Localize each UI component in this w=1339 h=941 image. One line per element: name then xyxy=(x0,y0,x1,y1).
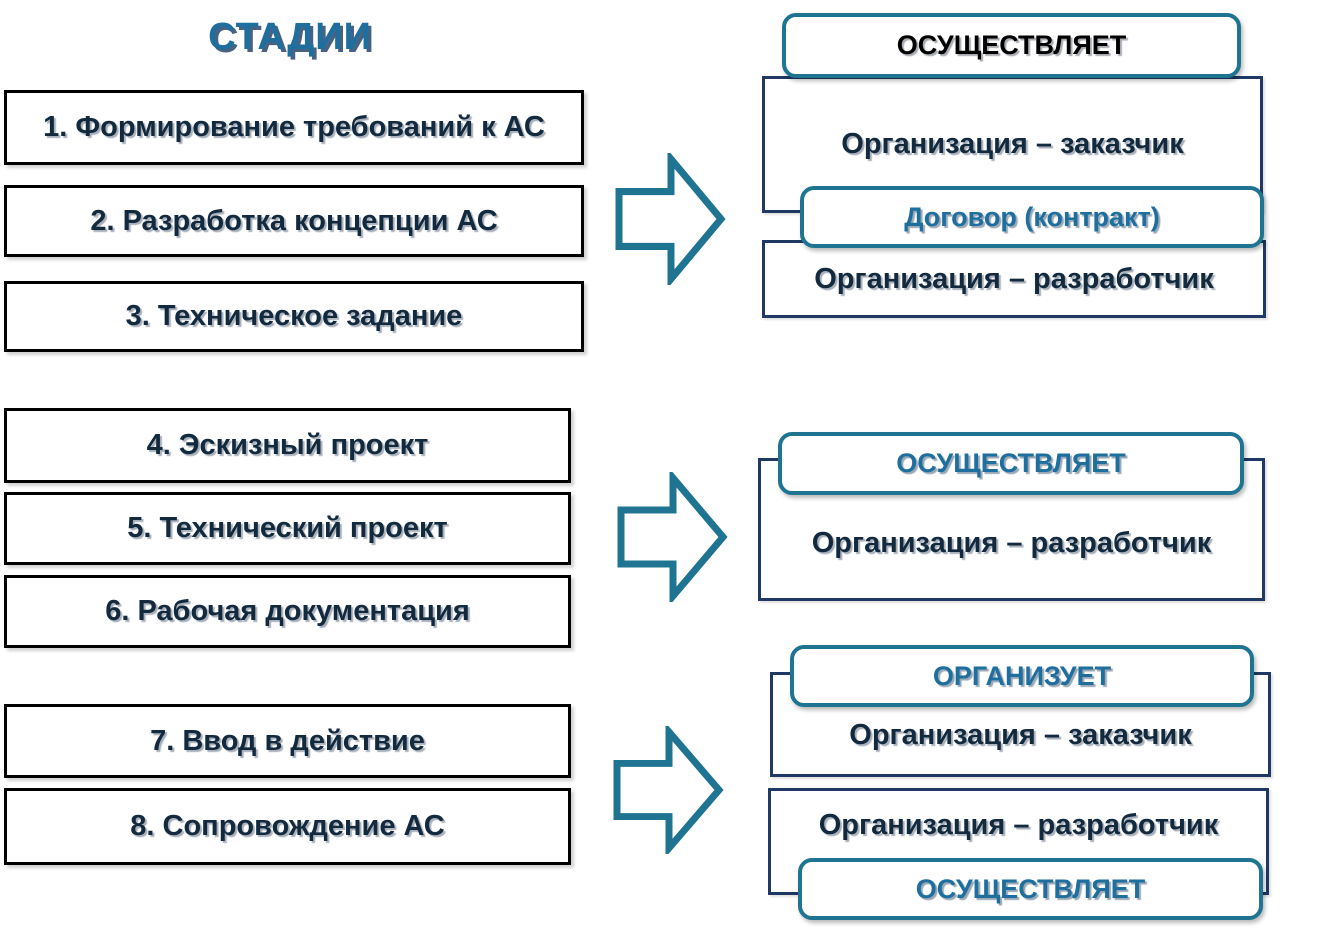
executes-label-group1: ОСУЩЕСТВЛЯЕТ xyxy=(896,30,1127,60)
stage-box-4 xyxy=(4,408,571,483)
executes-label-group2: ОСУЩЕСТВЛЯЕТ xyxy=(896,448,1126,478)
executes-header-group1 xyxy=(782,13,1241,78)
right-arrow-icon-1 xyxy=(614,153,726,285)
developer-label-group2: Организация – разработчик xyxy=(811,527,1212,559)
stage-label-6: 6. Рабочая документация xyxy=(105,595,470,627)
stage-label-7: 7. Ввод в действие xyxy=(150,724,425,757)
contract-box xyxy=(800,186,1264,248)
contract-label: Договор (контракт) xyxy=(904,201,1160,232)
stage-box-1 xyxy=(4,90,584,165)
stage-label-4: 4. Эскизный проект xyxy=(146,429,429,461)
executes-header-group2 xyxy=(778,432,1244,495)
stage-box-8 xyxy=(4,788,571,865)
stage-label-2: 2. Разработка концепции АС xyxy=(90,204,498,237)
developer-label-group3: Организация – разработчик xyxy=(818,809,1219,841)
organizes-label-group3: ОРГАНИЗУЕТ xyxy=(932,660,1112,691)
executes-footer-group3 xyxy=(798,858,1263,920)
right-arrow-icon-3 xyxy=(612,726,724,854)
organizes-header-group3 xyxy=(790,645,1254,707)
executes-footer-label-group3: ОСУЩЕСТВЛЯЕТ xyxy=(915,873,1146,904)
customer-label-group1: Организация – заказчик xyxy=(841,128,1184,160)
customer-label-group3: Организация – заказчик xyxy=(849,719,1192,751)
stage-box-5 xyxy=(4,492,571,565)
stage-label-5: 5. Технический проект xyxy=(127,512,448,544)
stage-box-2 xyxy=(4,185,584,257)
stage-label-3: 3. Техническое задание xyxy=(125,300,463,332)
stage-box-7 xyxy=(4,704,571,778)
stage-box-6 xyxy=(4,575,571,648)
stage-box-3 xyxy=(4,281,584,352)
stage-label-8: 8. Сопровождение АС xyxy=(130,810,445,842)
stage-label-1: 1. Формирование требований к АС xyxy=(43,111,545,143)
developer-box-group1 xyxy=(762,240,1266,318)
developer-label-group1: Организация – разработчик xyxy=(814,262,1214,295)
right-arrow-icon-2 xyxy=(616,472,728,602)
page-title: СТАДИИ xyxy=(208,16,372,58)
